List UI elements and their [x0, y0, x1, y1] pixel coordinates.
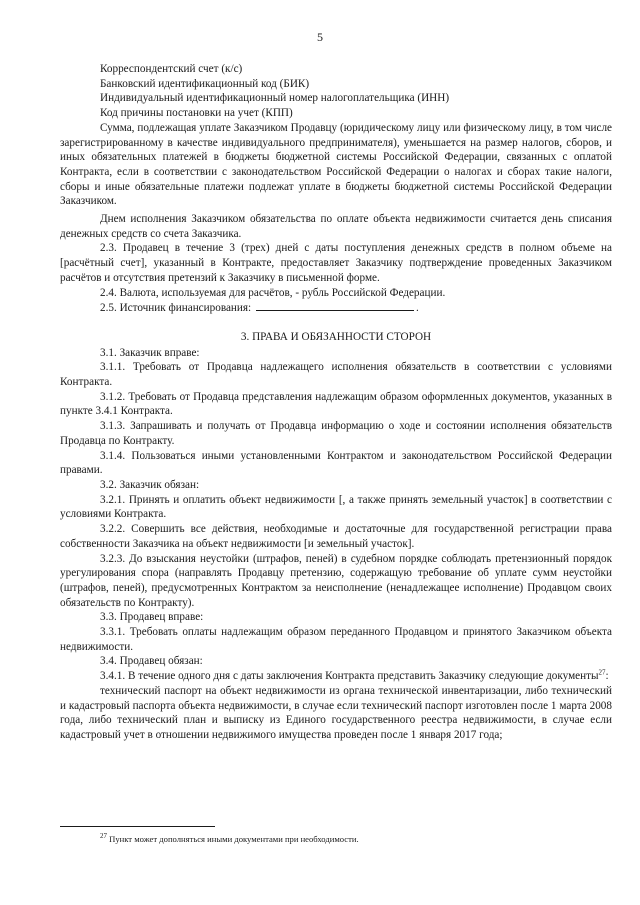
funding-source-label: 2.5. Источник финансирования:	[100, 302, 252, 315]
clause-3-1: 3.1. Заказчик вправе:	[100, 346, 200, 359]
footnote-reference: 27	[598, 668, 606, 677]
funding-source-suffix: .	[415, 302, 419, 315]
clause-2-5	[60, 300, 612, 316]
clause-3-1-1: 3.1.1. Требовать от Продавца надлежащего исполнения обязательств в соответствии с условиями Контракта.	[60, 361, 612, 389]
requisite-correspondent-account: Корреспондентский счет (к/с)	[100, 63, 243, 75]
clause-3-2-1: 3.2.1. Принять и оплатить объект недвижимости [, а также принять земельный участок] в соответствии с условиями Контракта.	[60, 493, 612, 521]
clause-2-4: 2.4. Валюта, используемая для расчётов, - рубль Российской Федерации.	[100, 286, 446, 299]
page-number: 5	[317, 30, 323, 44]
clause-3-1-3: 3.1.3. Запрашивать и получать от Продавца информацию о ходе и состоянии исполнения обязательств Продавца по Контракту.	[60, 420, 612, 447]
document-body	[60, 62, 612, 743]
clause-3-2: 3.2. Заказчик обязан:	[100, 478, 200, 491]
clause-3-4-1	[60, 669, 612, 684]
clause-3-4: 3.4. Продавец обязан:	[100, 655, 203, 668]
clause-3-3: 3.3. Продавец вправе:	[100, 611, 204, 624]
clause-3-4-1-text: 3.4.1. В течение одного дня с даты заключения Контракта представить Заказчику следующие документы	[100, 670, 599, 683]
paragraph-payment-date: Днем исполнения Заказчиком обязательства по оплате объекта недвижимости считается день списания денежных средств со счета Заказчика.	[60, 213, 612, 240]
clause-3-1-2: 3.1.2. Требовать от Продавца представления надлежащим образом оформленных документов, указанных в пункте 3.4.1 Контракта.	[60, 390, 612, 418]
requisite-inn: Индивидуальный идентификационный номер налогоплательщика (ИНН)	[100, 92, 450, 105]
clause-3-1-4: 3.1.4. Пользоваться иными установленными Контрактом и законодательством Российской Федерации правами.	[60, 449, 612, 477]
requisite-bik: Банковский идентификационный код (БИК)	[100, 77, 310, 90]
paragraph-payment-amount: Сумма, подлежащая уплате Заказчиком Продавцу (юридическому лицу или физическому лицу, в том числе зарегистрированному в качестве индивидуального предпринимателя), уменьшается на размер налогов, сборов, и иных обязательных платежей в бюджеты бюджетной системы Российской Федерации, связанных с оплатой Контракта, если в соответствии с законодательством Российской Федерации о налогах и сборах такие налоги, сборы и иные обязательные платежи подлежат уплате в бюджеты бюджетной системы Российской Федерации Заказчиком.	[60, 121, 612, 208]
clause-3-3-1: 3.3.1. Требовать оплаты надлежащим образом переданного Продавцом и принятого Заказчиком объекта недвижимости.	[60, 626, 612, 653]
footnote-number: 27	[100, 832, 107, 841]
section-title: 3. ПРАВА И ОБЯЗАННОСТИ СТОРОН	[240, 330, 432, 343]
clause-3-2-3: 3.2.3. До взыскания неустойки (штрафов, пеней) в судебном порядке соблюдать претензионный порядок урегулирования спора (направлять Продавцу претензию, содержащую требование об уплате сумм неустойки (штрафов, пеней), предусмотренных Контрактом за неисполнение (ненадлежащее исполнение) Продавцом своих обязательств по Контракту).	[60, 552, 612, 609]
footnote-divider	[60, 826, 215, 827]
funding-source-blank-field	[256, 300, 414, 311]
clause-3-4-1-suffix: :	[605, 670, 609, 683]
clause-2-3: 2.3. Продавец в течение 3 (трех) дней с даты поступления денежных средств в полном объеме на [расчётный счет], указанный в Контракте, предоставляет Заказчику подтверждение проведенных Заказчиком расчётов и отсутствия претензий к Заказчику в письменной форме.	[60, 242, 612, 284]
clause-3-2-2: 3.2.2. Совершить все действия, необходимые и достаточные для государственной регистрации права собственности Заказчика на объект недвижимости [и земельный участок].	[60, 523, 612, 550]
clause-3-4-1-item-technical-passport: технический паспорт на объект недвижимости из органа технической инвентаризации, либо технический и кадастровый паспорта объекта недвижимости, в случае если технический паспорт изготовлен после 1 марта 2008 года, либо технический план и выписку из Единого государственного реестра недвижимости, в случае если кадастровый учет в отношении недвижимого имущества проведен после 1 января 2017 года;	[60, 684, 612, 741]
footnote-text: Пункт может дополняться иными документами при необходимости.	[107, 834, 359, 844]
footnote	[60, 834, 612, 845]
requisite-kpp: Код причины постановки на учет (КПП)	[100, 107, 293, 120]
